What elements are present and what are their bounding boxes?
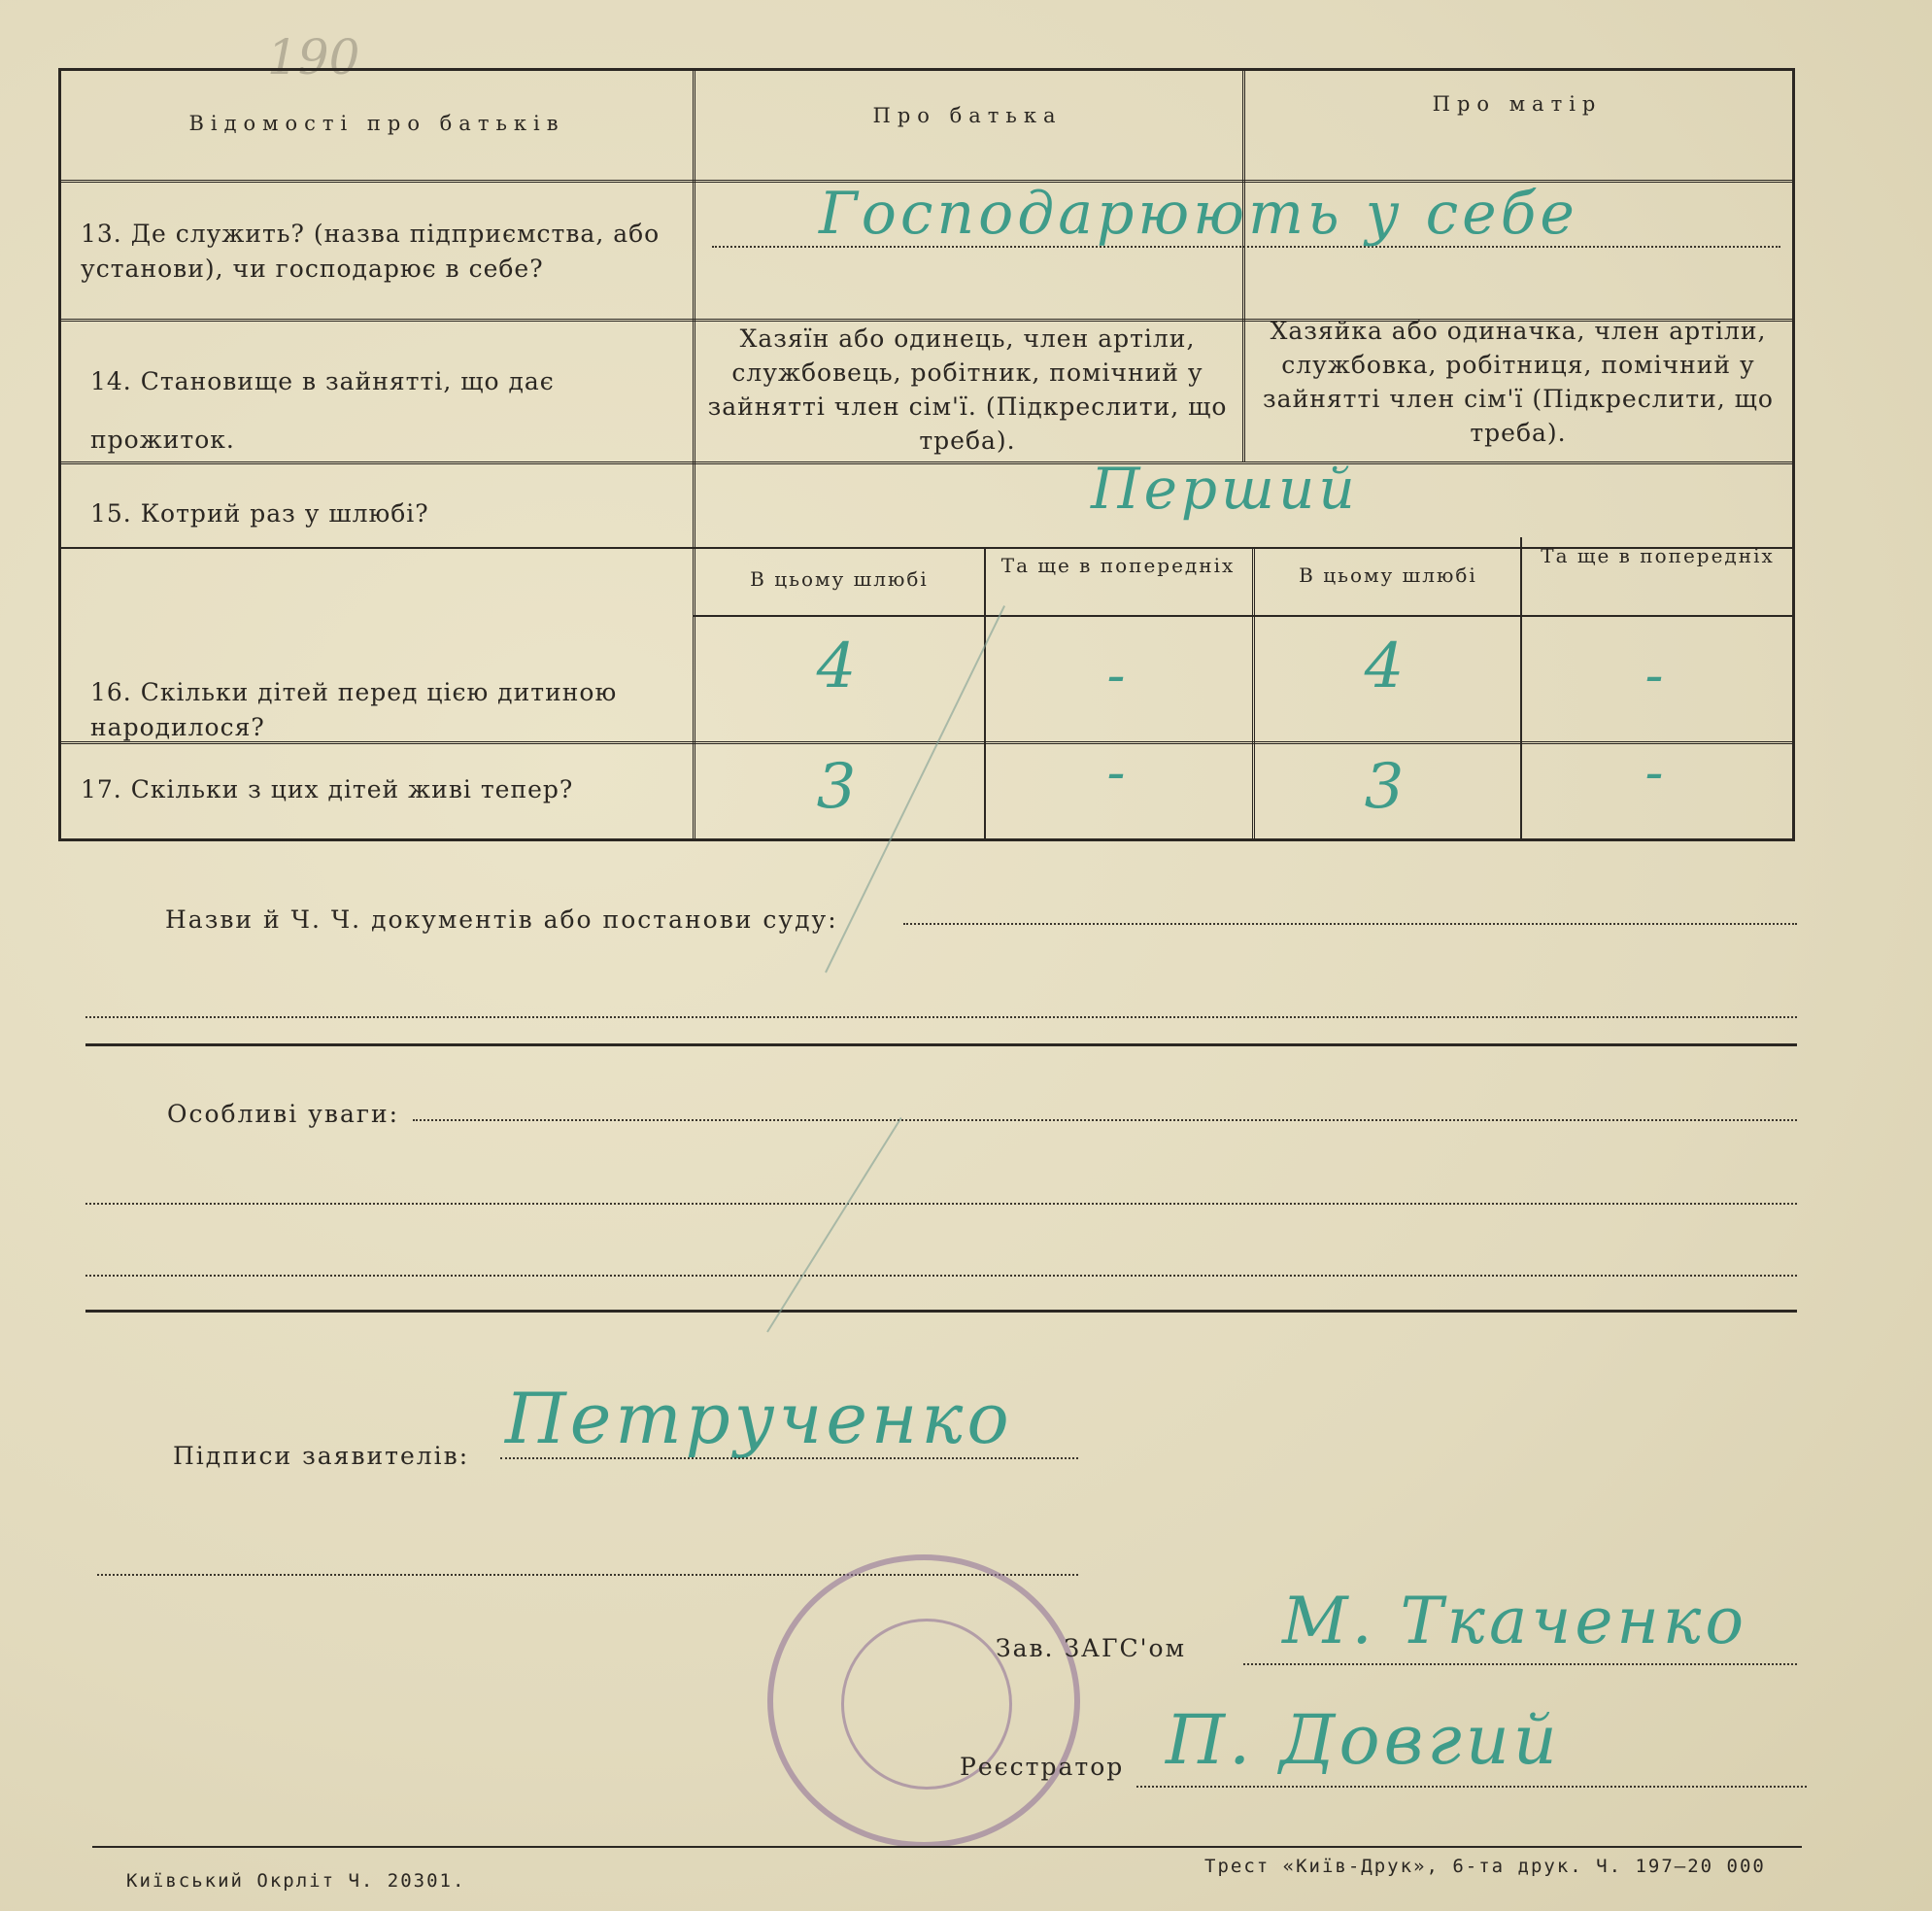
- question-15: 15. Котрий раз у шлюбі?: [90, 499, 429, 528]
- r17-mother-this: 3: [1364, 751, 1408, 823]
- section-rule: [85, 1043, 1797, 1046]
- r17-father-this: 3: [816, 751, 861, 823]
- r16-mother-prev: -: [1644, 644, 1668, 707]
- parents-table: [58, 68, 1795, 841]
- corner-note: 190: [267, 29, 360, 85]
- documents-line[interactable]: [903, 923, 1797, 925]
- header-father: Про батька: [872, 104, 1063, 127]
- footer-left: Київський Окрліт Ч. 20301.: [126, 1870, 466, 1892]
- remarks-line[interactable]: [413, 1119, 1797, 1121]
- applicants-label: Підписи заявителів:: [173, 1442, 470, 1470]
- col-divider: [1242, 319, 1245, 461]
- question-14: 14. Становище в зайнятті, що дає прожиток.: [90, 367, 555, 454]
- handwritten-answer-15: Перший: [1091, 456, 1359, 522]
- signature-line[interactable]: [500, 1457, 1078, 1459]
- r16-father-this: 4: [816, 631, 861, 702]
- footer-rule: [92, 1846, 1802, 1848]
- subheader-father-this: В цьому шлюбі: [750, 567, 929, 591]
- subheader-father-prev: Та ще в попередніх: [1000, 554, 1236, 577]
- subheader-mother-prev: Та ще в попередніх: [1541, 544, 1775, 567]
- head-signature: М. Ткаченко: [1282, 1584, 1748, 1658]
- r16-mother-this: 4: [1364, 631, 1408, 702]
- documents-line[interactable]: [85, 1016, 1797, 1018]
- registrar-signature: П. Довгий: [1166, 1700, 1561, 1780]
- head-label: Зав. ЗАГС'ом: [996, 1634, 1187, 1662]
- signature-line[interactable]: [1136, 1786, 1807, 1788]
- col-divider: [693, 71, 695, 838]
- row-divider: [693, 615, 1792, 617]
- father-occupation-options: Хазяїн або одинець, член артіли, службовець, робітник, помічний у зайнятті член сім'ї. (Підкреслити, що треба).: [707, 324, 1228, 455]
- section-rule: [85, 1310, 1797, 1313]
- applicant-signature: Петрученко: [505, 1378, 1013, 1459]
- question-17: 17. Скільки з цих дітей живі тепер?: [81, 775, 574, 803]
- question-13: 13. Де служить? (назва підприємства, або установи), чи господарює в себе?: [81, 220, 661, 283]
- handwritten-answer-13: Господарюють у себе: [819, 180, 1578, 248]
- mother-occupation-options: Хазяйка або одиначка, член артіли, службовка, робітниця, помічний у зайнятті член сім'ї (Підкреслити, що треба).: [1263, 317, 1774, 447]
- header-mother: Про матір: [1432, 92, 1603, 116]
- strike-stroke: [766, 1117, 901, 1333]
- documents-label: Назви й Ч. Ч. документів або постанови суду:: [165, 905, 838, 934]
- r17-father-prev: -: [1106, 741, 1130, 804]
- subheader-mother-this: В цьому шлюбі: [1299, 563, 1477, 587]
- official-stamp: [767, 1554, 1080, 1848]
- remarks-label: Особливі уваги:: [167, 1100, 400, 1128]
- registrar-label: Реєстратор: [960, 1753, 1125, 1781]
- header-parents-info: Відомості про батьків: [188, 112, 565, 135]
- footer-right: Трест «Київ-Друк», 6-та друк. Ч. 197—20 000: [1204, 1856, 1766, 1877]
- remarks-line[interactable]: [85, 1275, 1797, 1277]
- signature-line[interactable]: [1243, 1663, 1797, 1665]
- question-16: 16. Скільки дітей перед цією дитиною народилося?: [90, 678, 618, 741]
- remarks-line[interactable]: [85, 1203, 1797, 1205]
- r17-mother-prev: -: [1644, 741, 1668, 804]
- r16-father-prev: -: [1106, 644, 1130, 707]
